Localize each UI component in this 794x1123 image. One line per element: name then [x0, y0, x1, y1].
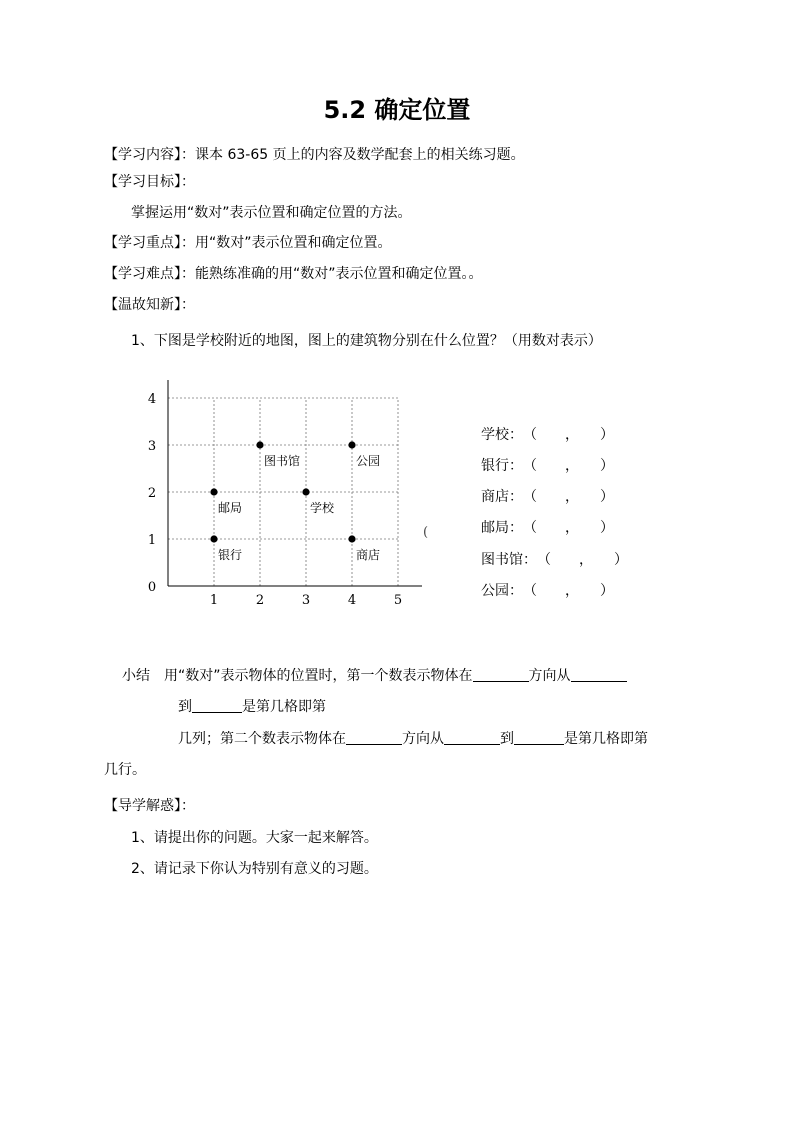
guide-line [104, 797, 195, 815]
review-label: 【温故知新】 [104, 297, 181, 313]
summary-to-2: 到 [500, 731, 514, 747]
y-tick-label: 2 [147, 486, 157, 501]
summary-blank-1[interactable] [473, 667, 529, 682]
summary-line-1 [122, 667, 627, 685]
goals-text: 掌握运用“数对”表示位置和确定位置的方法。 [131, 205, 412, 221]
map-point-dot [210, 535, 217, 542]
content-text: ：课本 63-65 页上的内容及数学配套上的相关练习题。 [181, 147, 525, 163]
answer-blank[interactable]: （ ， ） [523, 489, 614, 505]
page-title: 5.2 确定位置 [323, 96, 471, 124]
answer-row-bank [481, 457, 614, 475]
answer-label: 邮局： [481, 520, 523, 536]
summary-dir-from-2: 方向从 [402, 731, 444, 747]
axes [168, 380, 422, 586]
answer-row-school [481, 426, 614, 444]
summary-which-row: 是第几格即第 [564, 731, 648, 747]
map-point-dot [302, 488, 309, 495]
difficulty-line [104, 265, 483, 283]
review-colon: ： [181, 297, 195, 313]
summary-col-text: 几列；第二个数表示物体在 [178, 731, 346, 747]
summary-blank-5[interactable] [444, 730, 500, 745]
review-question-1: 1、下图是学校附近的地图，图上的建筑物分别在什么位置？（用数对表示） [131, 333, 602, 349]
map-points [210, 441, 380, 562]
map-point-label: 图书馆 [264, 454, 301, 468]
answer-row-park [481, 582, 614, 600]
summary-prefix: 小结 用“数对”表示物体的位置时，第一个数表示物体在 [122, 668, 473, 684]
answer-row-shop [481, 488, 614, 506]
guide-colon: ： [181, 798, 195, 814]
map-point-dot [256, 441, 263, 448]
tick-labels [148, 392, 402, 608]
difficulty-label: 【学习难点】 [104, 266, 181, 282]
answer-blank[interactable]: （ ， ） [523, 458, 614, 474]
answer-label: 银行： [481, 458, 523, 474]
summary-blank-4[interactable] [346, 730, 402, 745]
answer-blank[interactable]: （ ， ） [523, 583, 614, 599]
y-tick-label: 4 [147, 392, 157, 407]
map-point-label: 学校 [310, 501, 335, 515]
key-point-line [104, 234, 392, 252]
answer-label: 学校： [481, 427, 523, 443]
summary-blank-6[interactable] [514, 730, 564, 745]
y-tick-label: 1 [147, 533, 157, 548]
summary-line-2 [178, 698, 326, 716]
answer-row-post [481, 519, 614, 537]
x-tick-label: 1 [209, 593, 219, 608]
goals-label: 【学习目标】 [104, 174, 181, 190]
x-tick-label: 4 [347, 593, 357, 608]
answer-row-library [481, 551, 628, 569]
coordinate-map [140, 370, 440, 610]
map-point-dot [348, 535, 355, 542]
map-point-dot [348, 441, 355, 448]
goals-colon: ： [181, 174, 195, 190]
x-tick-label: 5 [393, 593, 403, 608]
answer-label: 图书馆： [481, 552, 537, 568]
x-tick-label: 3 [301, 593, 311, 608]
answer-blank[interactable]: （ ， ） [523, 427, 614, 443]
summary-to: 到 [178, 699, 192, 715]
content-label: 【学习内容】 [104, 147, 181, 163]
summary-line-3 [178, 730, 648, 748]
map-point-label: 商店 [356, 548, 381, 562]
summary-which-col: 是第几格即第 [242, 699, 326, 715]
content-line [104, 146, 525, 164]
answer-label: 商店： [481, 489, 523, 505]
stray-paren-mark: ( [423, 525, 429, 540]
y-tick-label: 0 [147, 580, 157, 595]
guide-item-1: 1、请提出你的问题。大家一起来解答。 [131, 830, 378, 846]
map-point-label: 邮局 [218, 501, 243, 515]
review-line [104, 296, 195, 314]
key-point-text: ：用“数对”表示位置和确定位置。 [181, 235, 392, 251]
difficulty-text: ：能熟练准确的用“数对”表示位置和确定位置。。 [181, 266, 483, 282]
answer-blank[interactable]: （ ， ） [537, 552, 628, 568]
map-point-dot [210, 488, 217, 495]
key-point-label: 【学习重点】 [104, 235, 181, 251]
map-point-label: 银行 [218, 548, 243, 562]
summary-line-4: 几行。 [104, 762, 146, 778]
summary-blank-2[interactable] [571, 667, 627, 682]
answer-blank[interactable]: （ ， ） [523, 520, 614, 536]
map-point-label: 公园 [356, 454, 381, 468]
y-tick-label: 3 [147, 439, 157, 454]
x-tick-label: 2 [255, 593, 265, 608]
guide-label: 【导学解惑】 [104, 798, 181, 814]
answer-label: 公园： [481, 583, 523, 599]
summary-blank-3[interactable] [192, 698, 242, 713]
goals-line [104, 173, 195, 191]
guide-item-2: 2、请记录下你认为特别有意义的习题。 [131, 861, 378, 877]
summary-dir-from: 方向从 [528, 668, 571, 684]
